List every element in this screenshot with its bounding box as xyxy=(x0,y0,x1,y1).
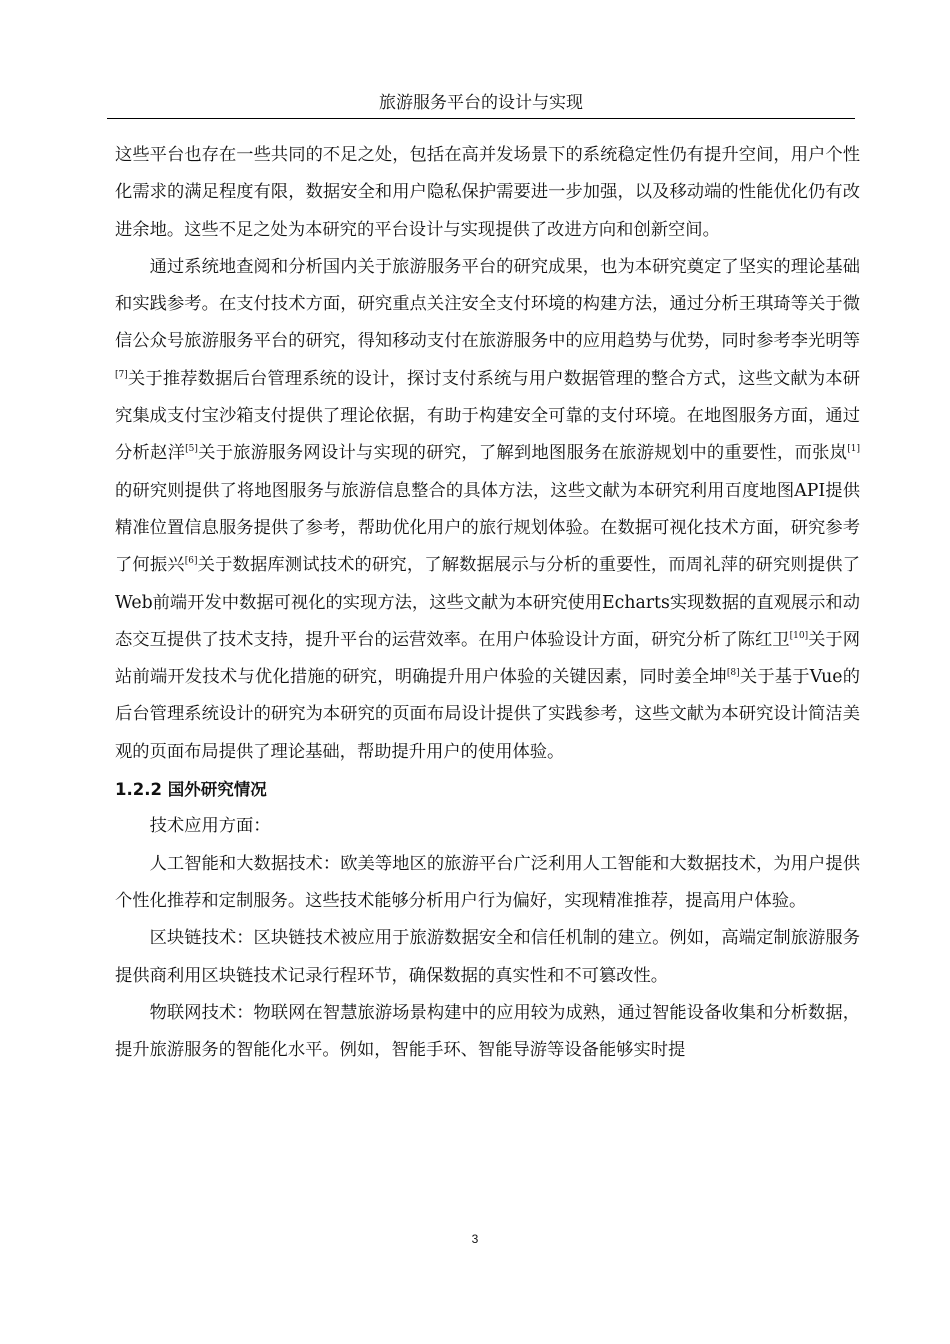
paragraph-2-text-1: 通过系统地查阅和分析国内关于旅游服务平台的研究成果，也为本研究奠定了坚实的理论基础和实践参考。在支付技术方面，研究重点关注安全支付环境的构建方法，通过分析王琪琦等关于微信公众号旅游服务平台的研究，得知移动支付在旅游服务中的应用趋势与优势，同时参考李光明等 xyxy=(115,256,860,352)
citation-ref: [5] xyxy=(185,444,198,455)
paragraph-2-text-3: 关于旅游服务网设计与实现的研究，了解到地图服务在旅游规划中的重要性，而张岚 xyxy=(197,443,848,464)
citation-ref: [7] xyxy=(115,369,128,380)
paragraph-4: 人工智能和大数据技术：欧美等地区的旅游平台广泛利用人工智能和大数据技术，为用户提供个性化推荐和定制服务。这些技术能够分析用户行为偏好，实现精准推荐，提高用户体验。 xyxy=(115,853,860,911)
page-body xyxy=(115,137,860,1069)
citation-ref: [6] xyxy=(184,556,198,567)
page-number: 3 xyxy=(471,1232,479,1246)
paragraph-2-text-4: 的研究则提供了将地图服务与旅游信息整合的具体方法，这些文献为本研究利用百度地图API提供精准位置信息服务提供了参考，帮助优化用户的旅行规划体验。在数据可视化技术方面，研究参考了何振兴 xyxy=(115,480,860,576)
paragraph-2-text-2: 关于推荐数据后台管理系统的设计，探讨支付系统与用户数据管理的整合方式，这些文献为本研究集成支付宝沙箱支付提供了理论依据，有助于构建安全可靠的支付环境。在地图服务方面，通过分析赵洋 xyxy=(115,368,860,464)
paragraph-6: 物联网技术：物联网在智慧旅游场景构建中的应用较为成熟，通过智能设备收集和分析数据，提升旅游服务的智能化水平。例如，智能手环、智能导游等设备能够实时提 xyxy=(115,1002,860,1061)
header-title: 旅游服务平台的设计与实现 xyxy=(379,93,583,113)
paragraph-2-text-6: 关于网站前端开发技术与优化措施的研究，明确提升用户体验的关键因素，同时姜全坤 xyxy=(115,629,860,688)
citation-ref: [8] xyxy=(726,668,740,679)
paragraph-2 xyxy=(115,249,860,771)
paragraph-2-text-5: 关于数据库测试技术的研究，了解数据展示与分析的重要性，而周礼萍的研究则提供了Web前端开发中数据可视化的实现方法，这些文献为本研究使用Echarts实现数据的直观展示和动态交互提供了技术支持，提升平台的运营效率。在用户体验设计方面，研究分析了陈红卫 xyxy=(115,555,860,650)
paragraph-2-text-7: 关于基于Vue的后台管理系统设计的研究为本研究的页面布局设计提供了实践参考，这些文献为本研究设计简洁美观的页面布局提供了理论基础，帮助提升用户的使用体验。 xyxy=(115,667,860,762)
citation-ref: [1] xyxy=(847,444,860,455)
paragraph-5: 区块链技术：区块链技术被应用于旅游数据安全和信任机制的建立。例如，高端定制旅游服务提供商利用区块链技术记录行程环节，确保数据的真实性和不可篡改性。 xyxy=(115,928,860,986)
paragraph-1: 这些平台也存在一些共同的不足之处，包括在高并发场景下的系统稳定性仍有提升空间，用户个性化需求的满足程度有限，数据安全和用户隐私保护需要进一步加强，以及移动端的性能优化仍有改进余地。这些不足之处为本研究的平台设计与实现提供了改进方向和创新空间。 xyxy=(115,145,860,240)
citation-ref: [10] xyxy=(789,630,809,641)
section-heading: 1.2.2 国外研究情况 xyxy=(115,780,267,800)
paragraph-3: 技术应用方面： xyxy=(149,816,271,837)
running-header xyxy=(107,92,855,119)
